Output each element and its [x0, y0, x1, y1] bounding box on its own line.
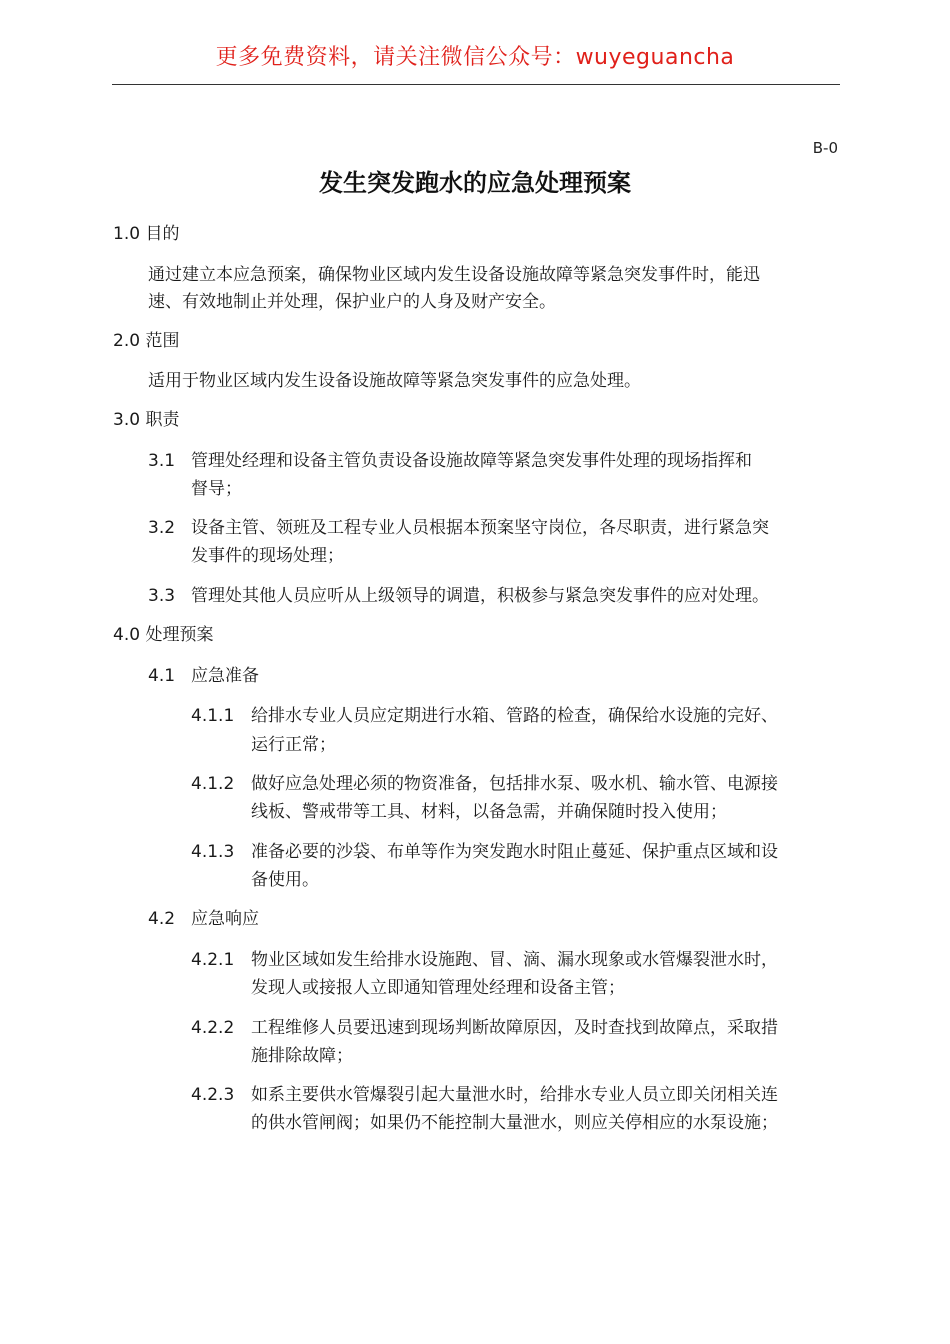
item-line: 设备主管、领班及工程专业人员根据本预案坚守岗位，各尽职责，进行紧急突 [191, 518, 769, 538]
item-line: 备使用。 [251, 870, 319, 890]
document-title: 发生突发跑水的应急处理预案 [319, 169, 631, 197]
item-number: 4.2.1 [191, 950, 235, 970]
section-number: 3.0 [113, 410, 141, 430]
header-divider [112, 84, 840, 85]
item-line: 工程维修人员要迅速到现场判断故障原因，及时查找到故障点，采取措 [251, 1018, 778, 1038]
document-code: B-0 [812, 139, 838, 157]
item-number: 3.1 [148, 451, 176, 471]
item-line: 督导； [191, 479, 242, 499]
item-line: 管理处其他人员应听从上级领导的调遣，积极参与紧急突发事件的应对处理。 [191, 586, 769, 606]
item-number: 4.1.3 [191, 842, 235, 862]
section-heading [113, 625, 213, 645]
item-number: 3.2 [148, 518, 176, 538]
section-heading [113, 331, 179, 351]
subsection-number: 4.1 [148, 666, 176, 686]
section-title: 范围 [145, 331, 180, 351]
subsection-title: 应急准备 [191, 666, 259, 686]
item-line: 物业区域如发生给排水设施跑、冒、滴、漏水现象或水管爆裂泄水时， [251, 950, 778, 970]
item-number: 4.2.3 [191, 1085, 235, 1105]
section-title: 处理预案 [145, 625, 214, 645]
item-number: 4.1.2 [191, 774, 235, 794]
item-number: 4.1.1 [191, 706, 235, 726]
item-line: 的供水管闸阀；如果仍不能控制大量泄水，则应关停相应的水泵设施； [251, 1113, 778, 1133]
item-line: 施排除故障； [251, 1046, 353, 1066]
subsection-number: 4.2 [148, 909, 176, 929]
section-number: 4.0 [113, 625, 141, 645]
item-line: 运行正常； [251, 735, 336, 755]
paragraph-line: 适用于物业区域内发生设备设施故障等紧急突发事件的应急处理。 [148, 371, 641, 391]
section-number: 1.0 [113, 224, 141, 244]
item-line: 准备必要的沙袋、布单等作为突发跑水时阻止蔓延、保护重点区域和设 [251, 842, 778, 862]
item-line: 如系主要供水管爆裂引起大量泄水时，给排水专业人员立即关闭相关连 [251, 1085, 778, 1105]
item-number: 4.2.2 [191, 1018, 235, 1038]
section-title: 职责 [145, 410, 180, 430]
item-line: 发事件的现场处理； [191, 546, 344, 566]
paragraph-line: 速、有效地制止并处理，保护业户的人身及财产安全。 [148, 292, 556, 312]
subsection-title: 应急响应 [191, 909, 259, 929]
item-line: 线板、警戒带等工具、材料，以备急需，并确保随时投入使用； [251, 802, 727, 822]
item-line: 做好应急处理必须的物资准备，包括排水泵、吸水机、输水管、电源接 [251, 774, 778, 794]
item-number: 3.3 [148, 586, 176, 606]
section-heading [113, 410, 179, 430]
item-line: 给排水专业人员应定期进行水箱、管路的检查，确保给水设施的完好、 [251, 706, 778, 726]
paragraph-line: 通过建立本应急预案，确保物业区域内发生设备设施故障等紧急突发事件时，能迅 [148, 265, 760, 285]
item-line: 发现人或接报人立即通知管理处经理和设备主管； [251, 978, 625, 998]
promo-banner: 更多免费资料，请关注微信公众号：wuyeguancha [215, 45, 735, 70]
item-line: 管理处经理和设备主管负责设备设施故障等紧急突发事件处理的现场指挥和 [191, 451, 752, 471]
section-heading [113, 224, 179, 244]
section-title: 目的 [145, 224, 180, 244]
section-number: 2.0 [113, 331, 141, 351]
